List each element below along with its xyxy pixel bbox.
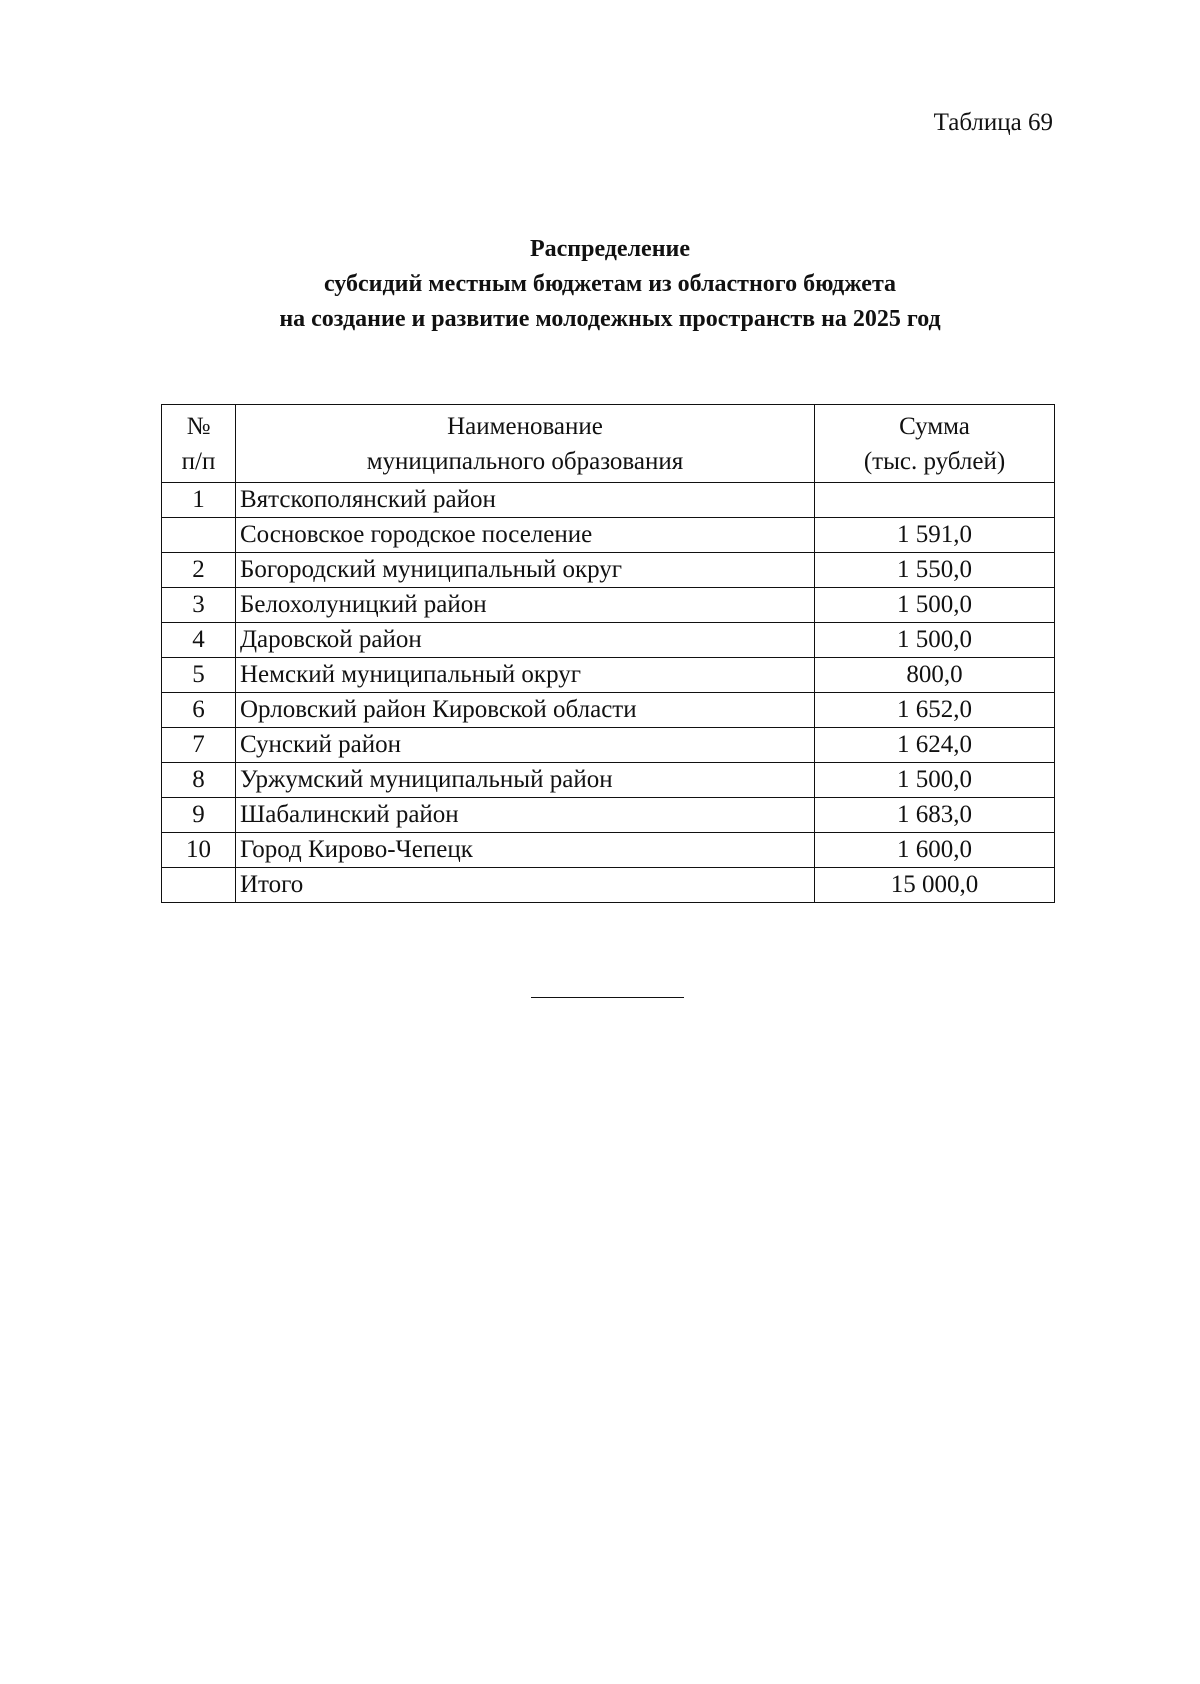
- subsidy-amount: 1 600,0: [815, 833, 1055, 868]
- table-row: [162, 798, 1055, 833]
- total-label: Итого: [236, 868, 815, 903]
- subsidy-amount: 1 550,0: [815, 553, 1055, 588]
- title-line-3: на создание и развитие молодежных пространств на 2025 год: [279, 306, 941, 332]
- title-line-1: Распределение: [529, 236, 691, 262]
- header-name-line-2: муниципального образования: [366, 447, 684, 475]
- subsidy-amount: 1 683,0: [815, 798, 1055, 833]
- subsidy-amount: 1 652,0: [815, 693, 1055, 728]
- table-row: [162, 623, 1055, 658]
- municipality-name: Орловский район Кировской области: [236, 693, 815, 728]
- table-row: [162, 588, 1055, 623]
- table-total-row: [162, 868, 1055, 903]
- municipality-name: Вятскополянский район: [236, 483, 815, 518]
- subsidy-amount: 1 624,0: [815, 728, 1055, 763]
- table-row: [162, 518, 1055, 553]
- municipality-name: Шабалинский район: [236, 798, 815, 833]
- table-header-row: [162, 405, 1055, 483]
- table-row: [162, 658, 1055, 693]
- municipality-name: Белохолуницкий район: [236, 588, 815, 623]
- document-title: [0, 232, 1200, 337]
- total-amount: 15 000,0: [815, 868, 1055, 903]
- table-row: [162, 553, 1055, 588]
- header-number-symbol: №: [186, 412, 211, 440]
- row-number: 4: [162, 623, 236, 658]
- municipality-name: Уржумский муниципальный район: [236, 763, 815, 798]
- table-row: [162, 693, 1055, 728]
- row-number: 10: [162, 833, 236, 868]
- distribution-table: [161, 404, 1055, 903]
- row-number: [162, 518, 236, 553]
- row-number: 9: [162, 798, 236, 833]
- row-number: 1: [162, 483, 236, 518]
- municipality-name: Сунский район: [236, 728, 815, 763]
- header-name-line-1: Наименование: [447, 412, 603, 440]
- header-number-abbr: п/п: [181, 447, 216, 475]
- table-row: [162, 833, 1055, 868]
- title-line-2: субсидий местным бюджетам из областного бюджета: [323, 271, 897, 297]
- subsidy-amount: 800,0: [815, 658, 1055, 693]
- municipality-name: Город Кирово-Чепецк: [236, 833, 815, 868]
- subsidy-amount: 1 500,0: [815, 588, 1055, 623]
- municipality-name: Немский муниципальный округ: [236, 658, 815, 693]
- municipality-name: Богородский муниципальный округ: [236, 553, 815, 588]
- table-row: [162, 728, 1055, 763]
- subsidy-amount: 1 500,0: [815, 623, 1055, 658]
- row-number: 5: [162, 658, 236, 693]
- row-number: 8: [162, 763, 236, 798]
- row-number: 2: [162, 553, 236, 588]
- header-sum-line-1: Сумма: [899, 412, 970, 440]
- municipality-name: Даровской район: [236, 623, 815, 658]
- subsidy-amount: 1 591,0: [815, 518, 1055, 553]
- row-number: 7: [162, 728, 236, 763]
- header-number: [162, 405, 236, 483]
- row-number: [162, 868, 236, 903]
- header-sum-line-2: (тыс. рублей): [863, 447, 1006, 475]
- header-sum: [815, 405, 1055, 483]
- row-number: 6: [162, 693, 236, 728]
- closing-divider: [531, 997, 684, 998]
- subsidy-amount: 1 500,0: [815, 763, 1055, 798]
- table-row: [162, 483, 1055, 518]
- table-number: Таблица 69: [933, 109, 1053, 136]
- table-row: [162, 763, 1055, 798]
- header-name: [236, 405, 815, 483]
- row-number: 3: [162, 588, 236, 623]
- subsidy-amount: [815, 483, 1055, 518]
- municipality-name: Сосновское городское поселение: [236, 518, 815, 553]
